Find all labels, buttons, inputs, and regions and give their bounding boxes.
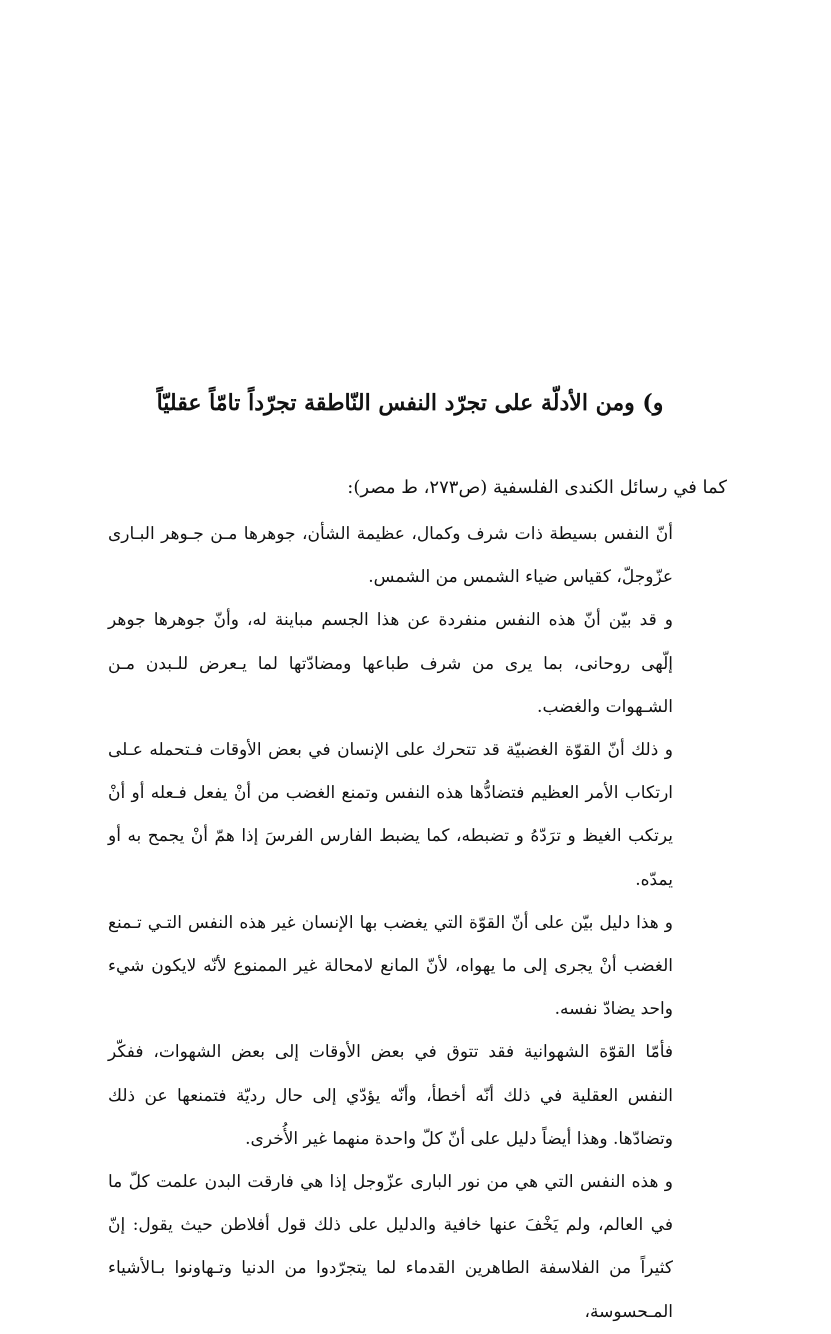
paragraph: و قد بيّن أنّ هذه النفس منفردة عن هذا الجسم مباينة له، وأنّ جوهرها جوهر إلّهى روحانى، بما يرى من شرف طباعها ومضادّتها لما يـعرض للـبدن مـن الشـهوات والغضب.: [108, 610, 673, 717]
section-heading: و) ومن الأدلّة على تجرّد النفس النّاطقة تجرّداً تامّاً عقليّاً: [156, 390, 664, 416]
paragraph: و ذلك أنّ القوّة الغضبيّة قد تتحرك على الإنسان في بعض الأوقات فـتحمله عـلى ارتكاب الأمر العظيم فتضادُّها هذه النفس وتمنع الغضب من أنْ يفعل فـعله أو أنْ يرتكب الغيظ و ترَدّهُ و تضبطه، كما يضبط الفارس الفرسَ إذا همّ أنْ يجمح به أو يمدّه.: [108, 740, 673, 890]
paragraph: و هذه النفس التي هي من نور البارى عزّوجل إذا هي فارقت البدن علمت كلّ ما في العالم، ولم يَخْفَ عنها خافية والدليل على ذلك قول أفلاطن حيث يقول: إنّ كثيراً من الفلاسفة الطاهرين القدماء لما يتجرّدوا من الدنيا وتـهاونوا بـالأشياء المـحسوسة،: [108, 1172, 673, 1322]
paragraph: و هذا دليل بيّن على أنّ القوّة التي يغضب بها الإنسان غير هذه النفس التـي تـمنع الغضب أنْ يجرى إلى ما يهواه، لأنّ المانع لامحالة غير الممنوع لأنّه لايكون شيء واحد يضادّ نفسه.: [108, 912, 673, 1020]
paragraph: أنّ النفس بسيطة ذات شرف وكمال، عظيمة الشأن، جوهرها مـن جـوهر البـارى عزّوجلّ، كقياس ضياء الشمس من الشمس.: [108, 524, 673, 588]
paragraph: فأمّا القوّة الشهوانية فقد تتوق في بعض الأوقات إلى بعض الشهوات، ففكّر النفس العقلية في ذلك أنّه أخطأ، وأنّه يؤدّي إلى حال رديّة فتمنعها عن ذلك وتضادّها. وهذا أيضاً دليل على أنّ كلّ واحدة منهما غير الأُخرى.: [108, 1042, 673, 1149]
quoted-text: [108, 513, 673, 1334]
source-citation: كما في رسائل الكندى الفلسفية (ص٢٧٣، ط مصر):: [347, 477, 727, 498]
